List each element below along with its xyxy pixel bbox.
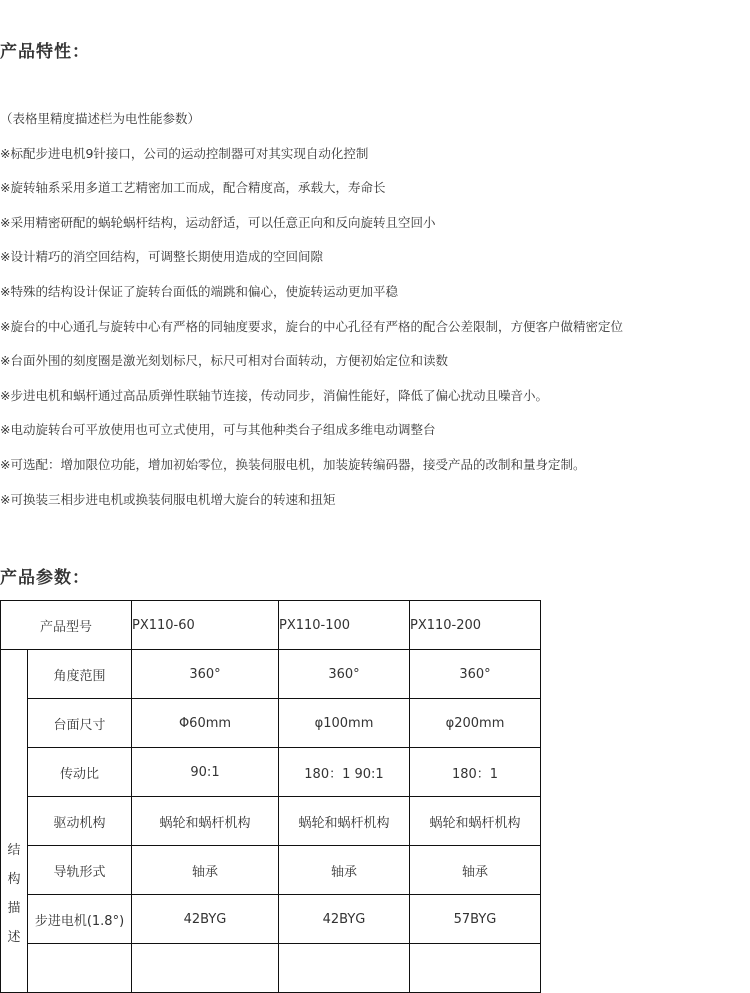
cell-value: 360° xyxy=(279,650,410,699)
features-list xyxy=(0,108,750,523)
cell-value: 42BYG xyxy=(132,895,279,944)
table-row xyxy=(1,797,541,846)
table-row xyxy=(1,699,541,748)
table-header-row xyxy=(1,601,541,650)
cell-value: 90:1 xyxy=(132,748,279,797)
cell-value: 42BYG xyxy=(279,895,410,944)
cell-value: φ200mm xyxy=(410,699,541,748)
features-heading: 产品特性： xyxy=(0,42,90,62)
cell-value: Φ60mm xyxy=(132,699,279,748)
spec-table xyxy=(0,600,541,993)
cell-value: 轴承 xyxy=(410,846,541,895)
row-label: 角度范围 xyxy=(28,650,132,699)
cell-value: 轴承 xyxy=(279,846,410,895)
cell-value: 57BYG xyxy=(410,895,541,944)
cell-value: 蜗轮和蜗杆机构 xyxy=(132,797,279,846)
table-row xyxy=(1,895,541,944)
model-name: PX110-60 xyxy=(132,601,279,650)
cell-value: φ100mm xyxy=(279,699,410,748)
cell-value: 180：1 xyxy=(410,748,541,797)
feature-item: ※可换装三相步进电机或换装伺服电机增大旋台的转速和扭矩 xyxy=(0,491,336,507)
row-label xyxy=(28,944,132,993)
row-label: 导轨形式 xyxy=(28,846,132,895)
cell-value: 360° xyxy=(132,650,279,699)
structure-group-label: 结 构 描 述 xyxy=(1,650,28,993)
table-row xyxy=(1,748,541,797)
cell-value: 轴承 xyxy=(132,846,279,895)
model-name: PX110-100 xyxy=(279,601,410,650)
row-label: 传动比 xyxy=(28,748,132,797)
model-label: 产品型号 xyxy=(1,601,132,650)
params-heading: 产品参数： xyxy=(0,568,90,588)
feature-item: ※旋台的中心通孔与旋转中心有严格的同轴度要求，旋台的中心孔径有严格的配合公差限制，方便客户做精密定位 xyxy=(0,318,623,334)
row-label: 步进电机(1.8°) xyxy=(28,895,132,944)
feature-note: （表格里精度描述栏为电性能参数） xyxy=(0,111,201,126)
cell-value xyxy=(279,944,410,993)
cell-value: 180：1 90:1 xyxy=(279,748,410,797)
cell-value: 360° xyxy=(410,650,541,699)
row-label: 驱动机构 xyxy=(28,797,132,846)
cell-value: 蜗轮和蜗杆机构 xyxy=(279,797,410,846)
cell-value xyxy=(132,944,279,993)
table-row xyxy=(1,650,541,699)
feature-item: ※台面外围的刻度圈是激光刻划标尺，标尺可相对台面转动，方便初始定位和读数 xyxy=(0,353,448,369)
feature-item: ※标配步进电机9针接口，公司的运动控制器可对其实现自动化控制 xyxy=(0,145,369,161)
table-row xyxy=(1,846,541,895)
model-name: PX110-200 xyxy=(410,601,541,650)
table-row xyxy=(1,944,541,993)
feature-item: ※可选配：增加限位功能，增加初始零位，换装伺服电机，加装旋转编码器，接受产品的改制和量身定制。 xyxy=(0,456,586,472)
row-label: 台面尺寸 xyxy=(28,699,132,748)
feature-item: ※设计精巧的消空回结构，可调整长期使用造成的空回间隙 xyxy=(0,249,323,265)
feature-item: ※特殊的结构设计保证了旋转台面低的端跳和偏心，使旋转运动更加平稳 xyxy=(0,283,398,299)
feature-item: ※步进电机和蜗杆通过高品质弹性联轴节连接，传动同步，消偏性能好，降低了偏心扰动且噪音小。 xyxy=(0,387,548,403)
feature-item: ※采用精密研配的蜗轮蜗杆结构，运动舒适，可以任意正向和反向旋转且空回小 xyxy=(0,214,436,230)
feature-item: ※电动旋转台可平放使用也可立式使用，可与其他种类台子组成多维电动调整台 xyxy=(0,422,436,438)
cell-value: 蜗轮和蜗杆机构 xyxy=(410,797,541,846)
cell-value xyxy=(410,944,541,993)
feature-item: ※旋转轴系采用多道工艺精密加工而成，配合精度高，承载大，寿命长 xyxy=(0,180,386,196)
